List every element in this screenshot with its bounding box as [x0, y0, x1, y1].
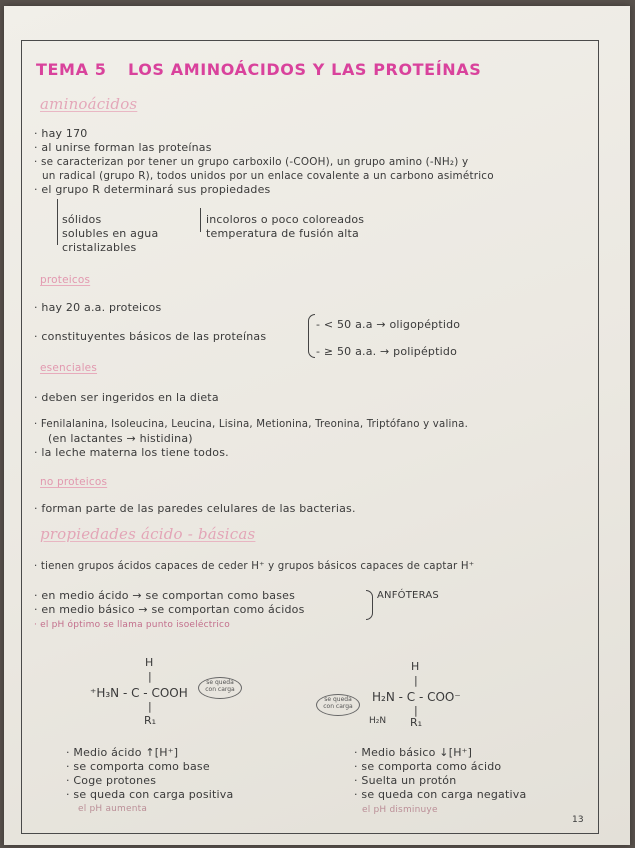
note-line: · Suelta un protón	[354, 774, 457, 787]
heading-aminoacidos: aminoácidos	[40, 95, 138, 113]
charge-bubble: se queda con carga	[198, 677, 242, 699]
page-number: 13	[572, 815, 584, 825]
note-line: · Medio básico ↓[H⁺]	[354, 746, 473, 759]
text-line: · Fenilalanina, Isoleucina, Leucina, Lisina, Metionina, Treonina, Triptófano y valina.	[34, 419, 469, 430]
note-line: · se queda con carga negativa	[354, 788, 527, 801]
notebook-page	[4, 6, 630, 845]
option-line: - ≥ 50 a.a. → polipéptido	[316, 345, 457, 358]
text-line: · en medio básico → se comportan como ácidos	[34, 603, 305, 616]
note-line: · Medio ácido ↑[H⁺]	[66, 746, 179, 759]
text-line: · la leche materna los tiene todos.	[34, 446, 229, 459]
text-line: · constituyentes básicos de las proteínas	[34, 330, 267, 343]
bullet-line: · se caracterizan por tener un grupo carboxilo (-COOH), un grupo amino (-NH₂) y	[34, 156, 469, 168]
tema-label: TEMA 5	[36, 60, 107, 79]
note-line: · Coge protones	[66, 774, 157, 787]
bond-line: |	[414, 674, 418, 687]
text-line: · hay 20 a.a. proteicos	[34, 301, 162, 314]
property-item: cristalizables	[62, 241, 137, 254]
heading-propiedades: propiedades ácido - básicas	[40, 525, 256, 543]
bond-line: |	[414, 704, 418, 717]
note-line: · se comporta como base	[66, 760, 210, 773]
text-line: (en lactantes → histidina)	[48, 432, 193, 445]
formula-r: R₁	[144, 714, 157, 727]
option-line: - < 50 a.a → oligopéptido	[316, 318, 461, 331]
text-line: · tienen grupos ácidos capaces de ceder H⁺ y grupos básicos capaces de captar H⁺	[34, 561, 475, 572]
bullet-line: un radical (grupo R), todos unidos por un enlace covalente a un carbono asimétrico	[42, 170, 494, 182]
bullet-line: · el grupo R determinará sus propiedades	[34, 183, 271, 196]
note-line: · se comporta como ácido	[354, 760, 502, 773]
tree-line	[57, 199, 58, 245]
formula-h: H	[145, 656, 154, 669]
bond-line: |	[148, 700, 152, 713]
heading-no-proteicos: no proteicos	[40, 476, 108, 488]
heading-proteicos: proteicos	[40, 274, 91, 286]
charge-bubble: se queda con carga	[316, 694, 360, 716]
formula-main: ⁺H₃N - C - COOH	[90, 686, 188, 700]
text-line: · en medio ácido → se comportan como bases	[34, 589, 296, 602]
tree-line	[200, 208, 201, 232]
bond-line: |	[148, 670, 152, 683]
faint-note: el pH aumenta	[78, 804, 148, 814]
bullet-line: · hay 170	[34, 127, 88, 140]
left-brace	[308, 314, 315, 358]
anfoteras-label: ANFÓTERAS	[377, 590, 439, 601]
property-item: sólidos	[62, 213, 102, 226]
text-line: · el pH óptimo se llama punto isoeléctrico	[34, 620, 230, 630]
formula-r: R₁	[410, 716, 423, 729]
property-item: solubles en agua	[62, 227, 159, 240]
text-line: · forman parte de las paredes celulares de las bacterias.	[34, 502, 356, 515]
bullet-line: · al unirse forman las proteínas	[34, 141, 212, 154]
right-brace	[366, 590, 373, 620]
text-line: · deben ser ingeridos en la dieta	[34, 391, 219, 404]
formula-main: H₂N - C - COO⁻	[372, 690, 461, 704]
heading-esenciales: esenciales	[40, 362, 98, 374]
property-item: temperatura de fusión alta	[206, 227, 359, 240]
faint-note: el pH disminuye	[362, 805, 438, 815]
page-title: LOS AMINOÁCIDOS Y LAS PROTEÍNAS	[128, 60, 482, 79]
note-line: · se queda con carga positiva	[66, 788, 234, 801]
property-item: incoloros o poco coloreados	[206, 213, 365, 226]
formula-sub: H₂N	[369, 716, 387, 726]
formula-h: H	[411, 660, 420, 673]
